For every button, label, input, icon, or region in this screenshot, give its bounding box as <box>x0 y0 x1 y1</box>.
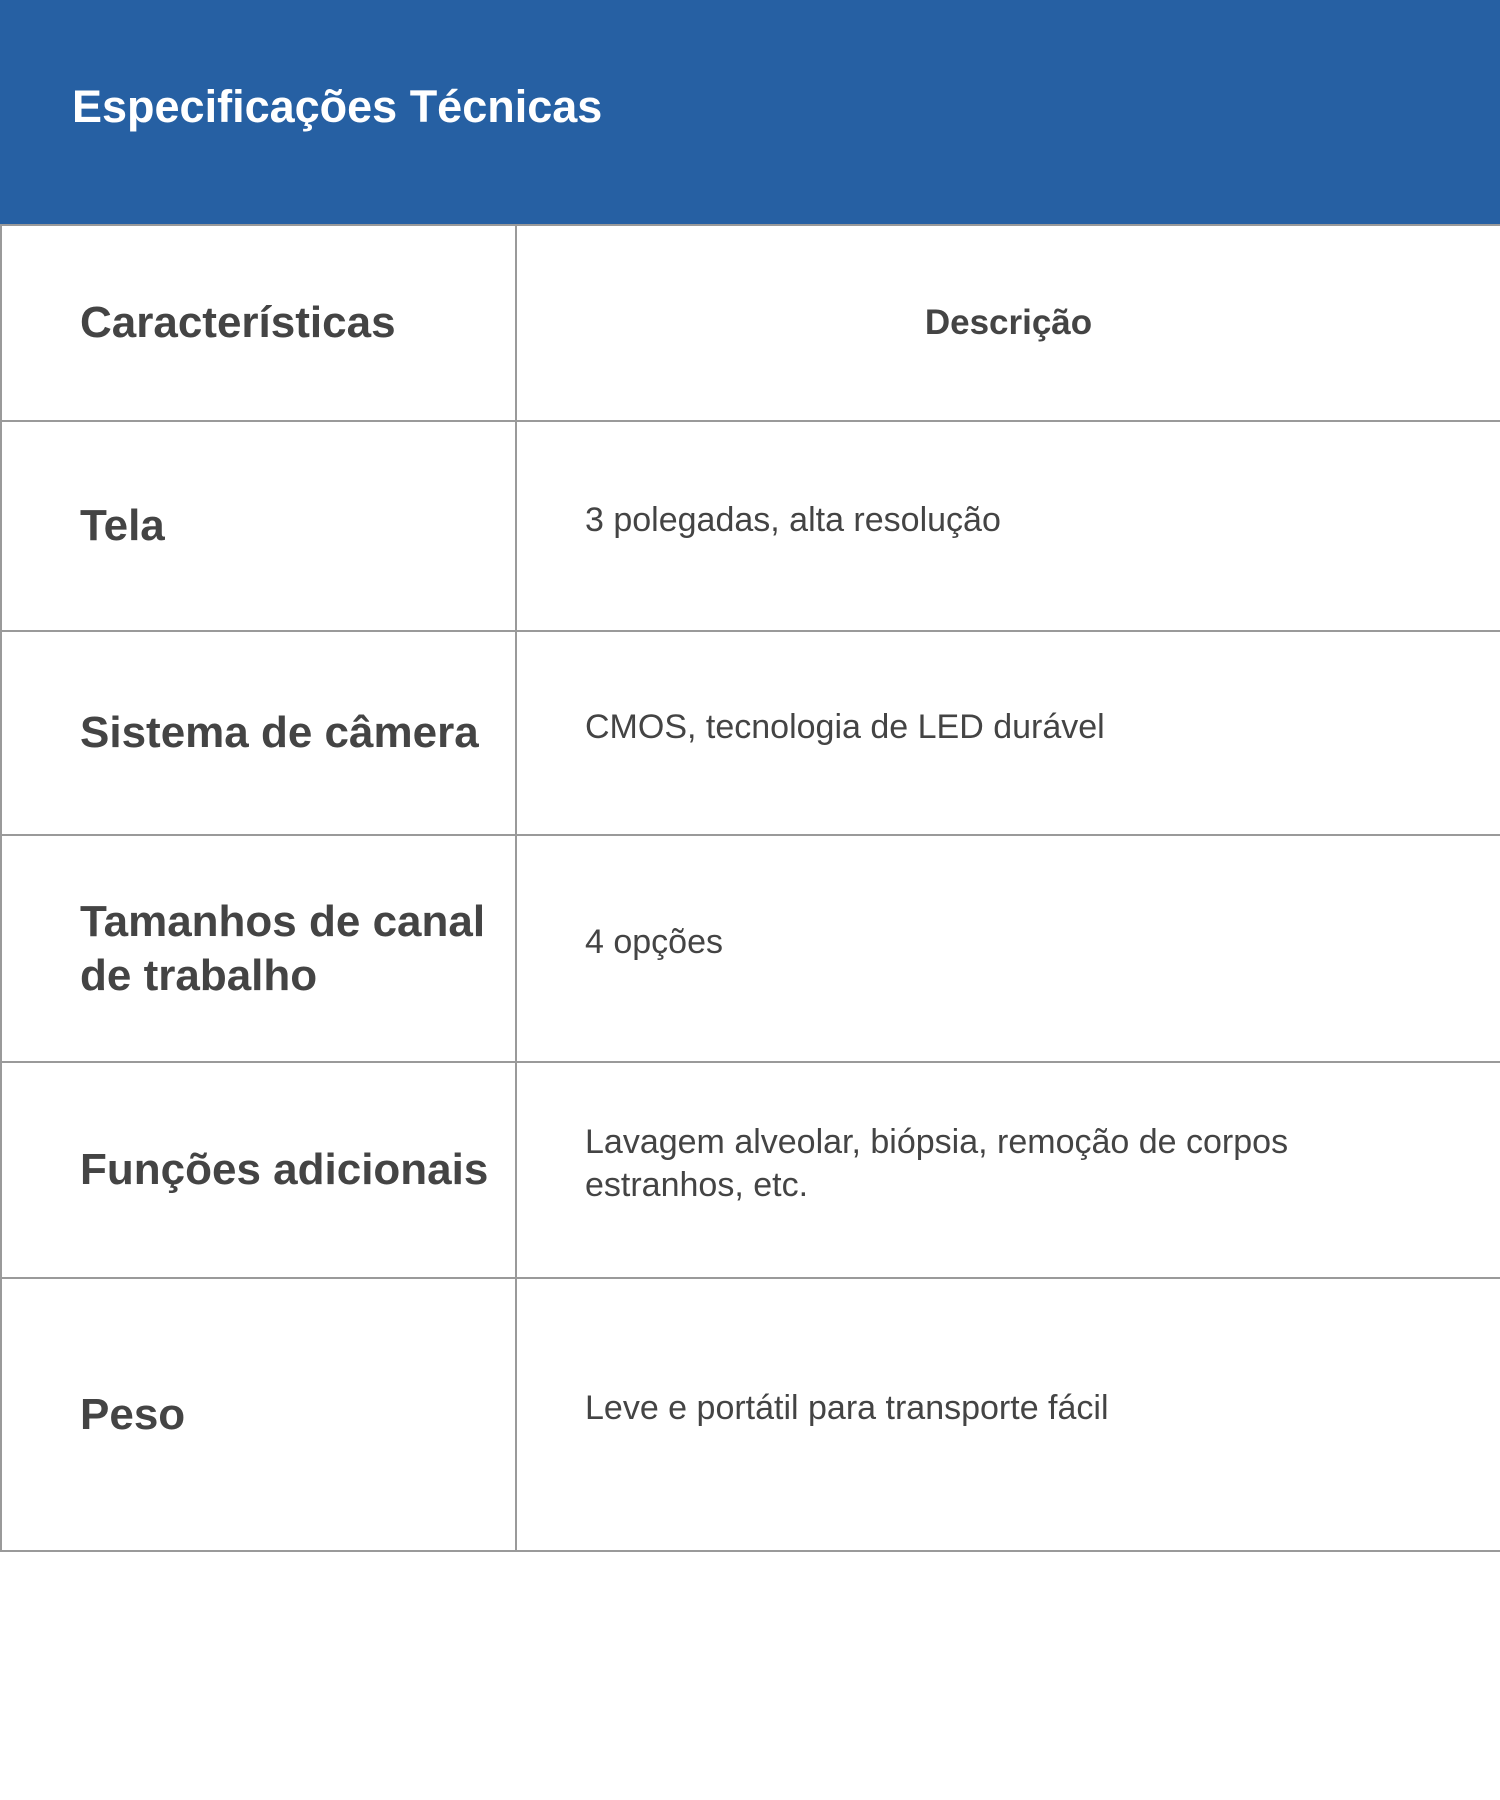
row-description-cell: Leve e portátil para transporte fácil <box>516 1278 1500 1551</box>
page-title: Especificações Técnicas <box>72 81 603 132</box>
row-feature-cell: Funções adicionais <box>1 1062 516 1278</box>
header-banner <box>0 0 1500 224</box>
row-description-cell: 4 opções <box>516 835 1500 1062</box>
table-row <box>1 835 1500 1062</box>
row-feature-cell: Peso <box>1 1278 516 1551</box>
column-header-features: Características <box>1 225 516 421</box>
table-row <box>1 421 1500 631</box>
table-row <box>1 631 1500 835</box>
row-description-cell: 3 polegadas, alta resolução <box>516 421 1500 631</box>
column-header-description: Descrição <box>516 225 1500 421</box>
table-header-row <box>1 225 1500 421</box>
row-feature-cell: Sistema de câmera <box>1 631 516 835</box>
table-row <box>1 1062 1500 1278</box>
row-description-cell: Lavagem alveolar, biópsia, remoção de corpos estranhos, etc. <box>516 1062 1500 1278</box>
table-row <box>1 1278 1500 1551</box>
spec-table <box>0 224 1500 1552</box>
row-description-cell: CMOS, tecnologia de LED durável <box>516 631 1500 835</box>
row-feature-cell: Tamanhos de canal de trabalho <box>1 835 516 1062</box>
row-feature-cell: Tela <box>1 421 516 631</box>
